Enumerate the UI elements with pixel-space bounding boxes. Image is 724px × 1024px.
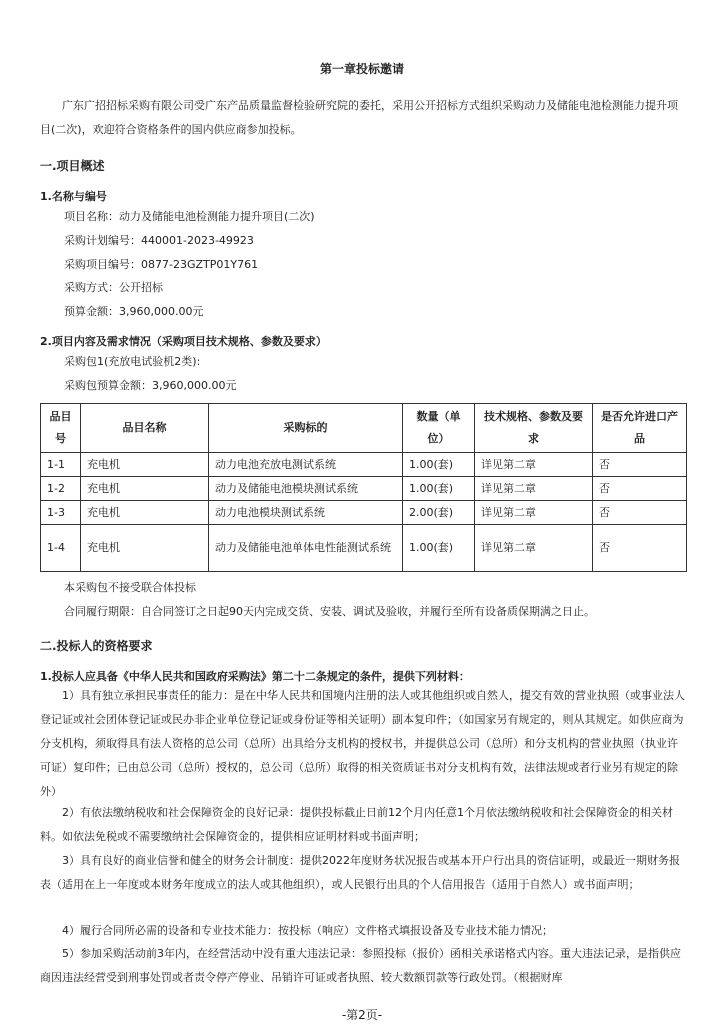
- section-heading-qualifications: 二.投标人的资格要求: [40, 639, 153, 653]
- plan-number-line: 采购计划编号：440001-2023-49923: [64, 234, 254, 247]
- table-row: [41, 453, 687, 477]
- header-import: 是否允许进口产品: [593, 404, 687, 453]
- table-row: [41, 477, 687, 501]
- cell-item-number: 1-1: [41, 453, 81, 477]
- header-target: 采购标的: [209, 404, 403, 453]
- page-number: -第2页-: [341, 1008, 383, 1022]
- cell-import: 否: [593, 501, 687, 525]
- cell-quantity: 2.00(套): [403, 501, 475, 525]
- cell-specs: 详见第二章: [475, 501, 593, 525]
- cell-item-number: 1-3: [41, 501, 81, 525]
- cell-item-number: 1-2: [41, 477, 81, 501]
- cell-item-name: 充电机: [81, 501, 209, 525]
- cell-quantity: 1.00(套): [403, 525, 475, 572]
- requirement-paragraph: 5）参加采购活动前3年内，在经营活动中没有重大违法记录：参照投标（报价）函相关承诺格式内容。重大违法记录，是指供应商因违法经营受到刑事处罚或者责令停产停业、吊销许可证或者执照、较大数额罚款等行政处罚。（根据财库: [40, 947, 681, 984]
- budget-line: 预算金额：3,960,000.00元: [64, 305, 204, 318]
- header-quantity: 数量（单位）: [403, 404, 475, 453]
- page-title: 第一章投标邀请: [319, 62, 404, 76]
- contract-period-line: 合同履行期限：自合同签订之日起90天内完成交货、安装、调试及验收，并履行至所有设备质保期满之日止。: [64, 605, 595, 618]
- cell-item-name: 充电机: [81, 525, 209, 572]
- cell-specs: 详见第二章: [475, 477, 593, 501]
- project-name-line: 项目名称：动力及储能电池检测能力提升项目(二次): [64, 210, 315, 223]
- cell-import: 否: [593, 477, 687, 501]
- intro-paragraph: 广东广招招标采购有限公司受广东产品质量监督检验研究院的委托，采用公开招标方式组织采购动力及储能电池检测能力提升项目(二次)，欢迎符合资格条件的国内供应商参加投标。: [40, 99, 678, 136]
- no-consortium-line: 本采购包不接受联合体投标: [64, 581, 196, 594]
- requirement-paragraph: 2）有依法缴纳税收和社会保障资金的良好记录：提供投标截止日前12个月内任意1个月依法缴纳税收和社会保障资金的相关材料。如依法免税或不需要缴纳社会保障资金的，提供相应证明材料或书面声明；: [40, 806, 673, 843]
- cell-import: 否: [593, 525, 687, 572]
- cell-specs: 详见第二章: [475, 453, 593, 477]
- header-specs: 技术规格、参数及要求: [475, 404, 593, 453]
- cell-item-name: 充电机: [81, 477, 209, 501]
- package-budget-line: 采购包预算金额：3,960,000.00元: [64, 379, 237, 392]
- header-item-number: 品目号: [41, 404, 81, 453]
- procurement-method-line: 采购方式：公开招标: [64, 281, 163, 294]
- table-row: [41, 501, 687, 525]
- cell-quantity: 1.00(套): [403, 453, 475, 477]
- subheading-conditions: 1.投标人应具备《中华人民共和国政府采购法》第二十二条规定的条件，提供下列材料：: [40, 670, 470, 683]
- requirement-paragraph: 3）具有良好的商业信誉和健全的财务会计制度：提供2022年度财务状况报告或基本开户行出具的资信证明，或最近一期财务报表（适用在上一年度或本财务年度成立的法人或其他组织），或人民银行出具的个人信用报告（适用于自然人）或书面声明；: [40, 854, 680, 891]
- cell-target: 动力电池模块测试系统: [209, 501, 403, 525]
- cell-specs: 详见第二章: [475, 525, 593, 572]
- cell-import: 否: [593, 453, 687, 477]
- subheading-name-number: 1.名称与编号: [40, 190, 107, 203]
- requirement-paragraph: 4）履行合同所必需的设备和专业技术能力：按投标（响应）文件格式填报设备及专业技术能力情况；: [62, 924, 553, 937]
- project-number-line: 采购项目编号：0877-23GZTP01Y761: [64, 258, 259, 271]
- subheading-requirements: 2.项目内容及需求情况（采购项目技术规格、参数及要求）: [40, 335, 327, 348]
- cell-target: 动力电池充放电测试系统: [209, 453, 403, 477]
- header-item-name: 品目名称: [81, 404, 209, 453]
- cell-item-number: 1-4: [41, 525, 81, 572]
- cell-quantity: 1.00(套): [403, 477, 475, 501]
- requirement-paragraph: 1）具有独立承担民事责任的能力：是在中华人民共和国境内注册的法人或其他组织或自然人，提交有效的营业执照（或事业法人登记证或社会团体登记证或民办非企业单位登记证或身份证等相关证明）副本复印件；（如国家另有规定的，则从其规定。如供应商为分支机构，须取得具有法人资格的总公司（总所）出具给分支机构的授权书，并提供总公司（总所）和分支机构的营业执照（执业许可证）复印件；已由总公司（总所）授权的，总公司（总所）取得的相关资质证书对分支机构有效，法律法规或者行业另有规定的除外）: [40, 689, 685, 798]
- cell-target: 动力及储能电池模块测试系统: [209, 477, 403, 501]
- table-row: [41, 525, 687, 572]
- cell-target: 动力及储能电池单体电性能测试系统: [209, 525, 403, 572]
- package-line: 采购包1(充放电试验机2类):: [64, 355, 201, 368]
- section-heading-overview: 一.项目概述: [40, 159, 105, 173]
- cell-item-name: 充电机: [81, 453, 209, 477]
- items-table: [40, 403, 687, 572]
- table-header-row: [41, 404, 687, 453]
